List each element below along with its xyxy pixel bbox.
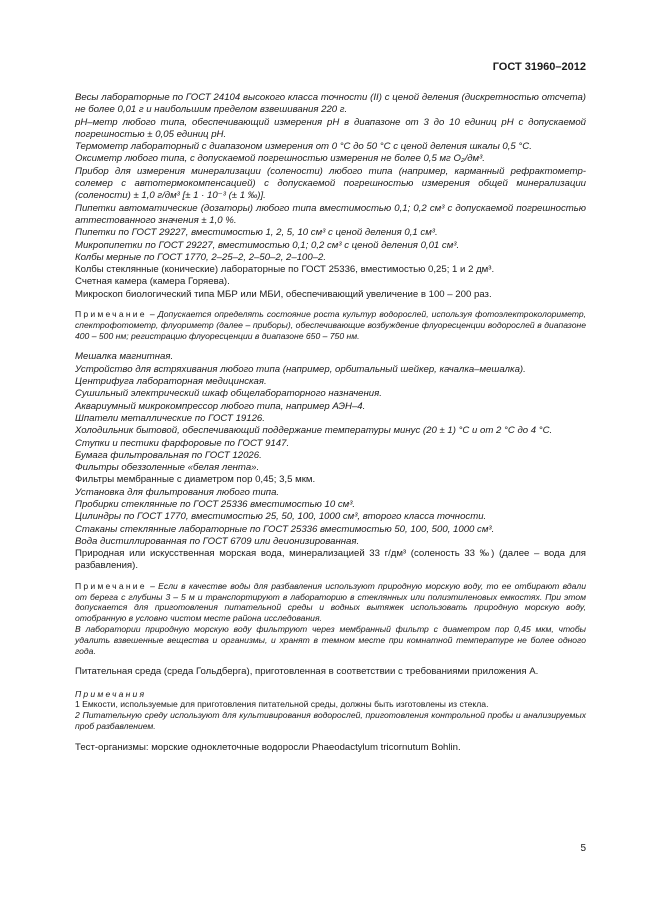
note-2-text: – Если в качестве воды для разбавления используют природную морскую воду, то ее отбирают вдали от берега с глубины 3 – 5 м и транспортируют в лабораторию в стеклянных или полиэтиленовых емкостях. При этом допускается для приготовления питательной среды и водных вытяжек использовать природную морскую воду, отобранную в условно чистом месте района исследования. <box>75 580 586 624</box>
item-compressor: Аквариумный микрокомпрессор любого типа, например АЭН–4. <box>75 400 366 412</box>
test-organisms: Тест-организмы: морские одноклеточные водоросли Phaeodactylum tricornutum Bohlin. <box>75 741 461 753</box>
item-micropipettes: Микропипетки по ГОСТ 29227, вместимостью 0,1; 0,2 см³ с ценой деления 0,01 см³. <box>75 239 460 251</box>
item-ashless-filters: Фильтры обеззоленные «белая лента». <box>75 462 260 474</box>
item-cylinders: Цилиндры по ГОСТ 1770, вместимостью 25, 50, 100, 1000 см³, второго класса точности. <box>75 511 487 523</box>
item-counting-chamber: Счетная камера (камера Горяева). <box>75 276 230 288</box>
item-ph-meter: pH–метр любого типа, обеспечивающий измерения pH в диапазоне от 3 до 10 единиц pH с допускаемой погрешностью ± 0,05 единиц pH. <box>75 116 586 140</box>
notes-3-label: Примечания <box>75 688 147 699</box>
item-pipettes: Пипетки по ГОСТ 29227, вместимостью 1, 2, 5, 10 см³ с ценой деления 0,1 см³. <box>75 227 438 239</box>
note-1 <box>75 309 586 341</box>
item-sea-water: Природная или искусственная морская вода, минерализацией 33 г/дм³ (соленость 33 ‰) (далее – вода для разбавления). <box>75 548 586 572</box>
item-centrifuge: Центрифуга лабораторная медицинская. <box>75 376 267 388</box>
item-oximeter: Оксиметр любого типа, с допускаемой погрешностью измерения не более 0,5 мг O₂/дм³. <box>75 153 485 165</box>
nutrient-medium: Питательная среда (среда Гольдберга), приготовленная в соответствии с требованиями приложения А. <box>75 666 539 678</box>
notes-3-item-2: 2 Питательную среду используют для культивирования водорослей, приготовления контрольной пробы и анализируемых проб разбавлением. <box>75 710 586 732</box>
page-number: 5 <box>580 843 586 854</box>
item-mortars: Ступки и пестики фарфоровые по ГОСТ 9147. <box>75 437 290 449</box>
note-1-label: Примечание <box>75 309 147 320</box>
item-distilled-water: Вода дистиллированная по ГОСТ 6709 или деионизированная. <box>75 535 360 547</box>
notes-3-item-1: 1 Емкости, используемые для приготовления питательной среды, должны быть изготовлены из стекла. <box>75 699 489 710</box>
item-thermometer: Термометр лабораторный с диапазоном измерения от 0 °С до 50 °С с ценой деления шкалы 0,5 °С. <box>75 141 532 153</box>
item-refrigerator: Холодильник бытовой, обеспечивающий поддержание температуры минус (20 ± 1) °С и от 2 °С до 4 °С. <box>75 425 553 437</box>
notes-3-label-line <box>75 689 586 700</box>
note-2-label: Примечание <box>75 580 147 591</box>
item-conical-flasks: Колбы стеклянные (конические) лабораторные по ГОСТ 25336, вместимостью 0,25; 1 и 2 дм³. <box>75 264 495 276</box>
note-1-text: – Допускается определять состояние роста культур водорослей, используя фотоэлектроколориметр, спектрофотометр, флуориметр (далее – приборы), обеспечивающие возбуждение флуоресценции водорослей в диапазоне 400 – 500 нм; регистрацию флуоресценции в диапазоне 650 – 750 нм. <box>75 309 586 341</box>
note-2 <box>75 581 586 624</box>
item-auto-pipettes: Пипетки автоматические (дозаторы) любого типа вместимостью 0,1; 0,2 см³ с допускаемой погрешностью аттестованного значения ± 1,0 %. <box>75 202 586 226</box>
item-volumetric-flasks: Колбы мерные по ГОСТ 1770, 2–25–2, 2–50–2, 2–100–2. <box>75 251 327 263</box>
item-membrane-filters: Фильтры мембранные с диаметром пор 0,45; 3,5 мкм. <box>75 474 316 486</box>
item-filtration-unit: Установка для фильтрования любого типа. <box>75 486 280 498</box>
item-test-tubes: Пробирки стеклянные по ГОСТ 25336 вместимостью 10 см³. <box>75 499 356 510</box>
item-drying-oven: Сушильный электрический шкаф общелабораторного назначения. <box>75 388 382 400</box>
standard-header: ГОСТ 31960–2012 <box>492 61 586 73</box>
item-filter-paper: Бумага фильтровальная по ГОСТ 12026. <box>75 449 262 461</box>
item-spatulas: Шпатели металлические по ГОСТ 19126. <box>75 412 265 424</box>
document-body <box>75 92 586 754</box>
item-magnetic-stirrer: Мешалка магнитная. <box>75 351 174 363</box>
item-beakers: Стаканы стеклянные лабораторные по ГОСТ 25336 вместимостью 50, 100, 500, 1000 см³. <box>75 523 495 535</box>
note-2-paragraph-2: В лаборатории природную морскую воду фильтруют через мембранный фильтр с диаметром пор 0,45 мкм, чтобы удалить взвешенные вещества и организмы, и хранят в темном месте при комнатной температуре не более одного года. <box>75 623 586 656</box>
item-salinity-meter: Прибор для измерения минерализации (солености) любого типа (например, карманный рефрактометр-солемер с автотермокомпенсацией) с допускаемой погрешностью измерения общей минерализации (солености) ± 1,0 г/дм³ [± 1 · 10⁻³ (± 1 ‰)]. <box>75 165 586 202</box>
item-shaker: Устройство для встряхивания любого типа (например, орбитальный шейкер, качалка–мешалка). <box>75 363 526 375</box>
item-microscope: Микроскоп биологический типа МБР или МБИ, обеспечивающий увеличение в 100 – 200 раз. <box>75 288 492 300</box>
item-balance: Весы лабораторные по ГОСТ 24104 высокого класса точности (II) с ценой деления (дискретностью отсчета) не более 0,01 г и наибольшим пределом взвешивания 220 г. <box>75 92 586 116</box>
